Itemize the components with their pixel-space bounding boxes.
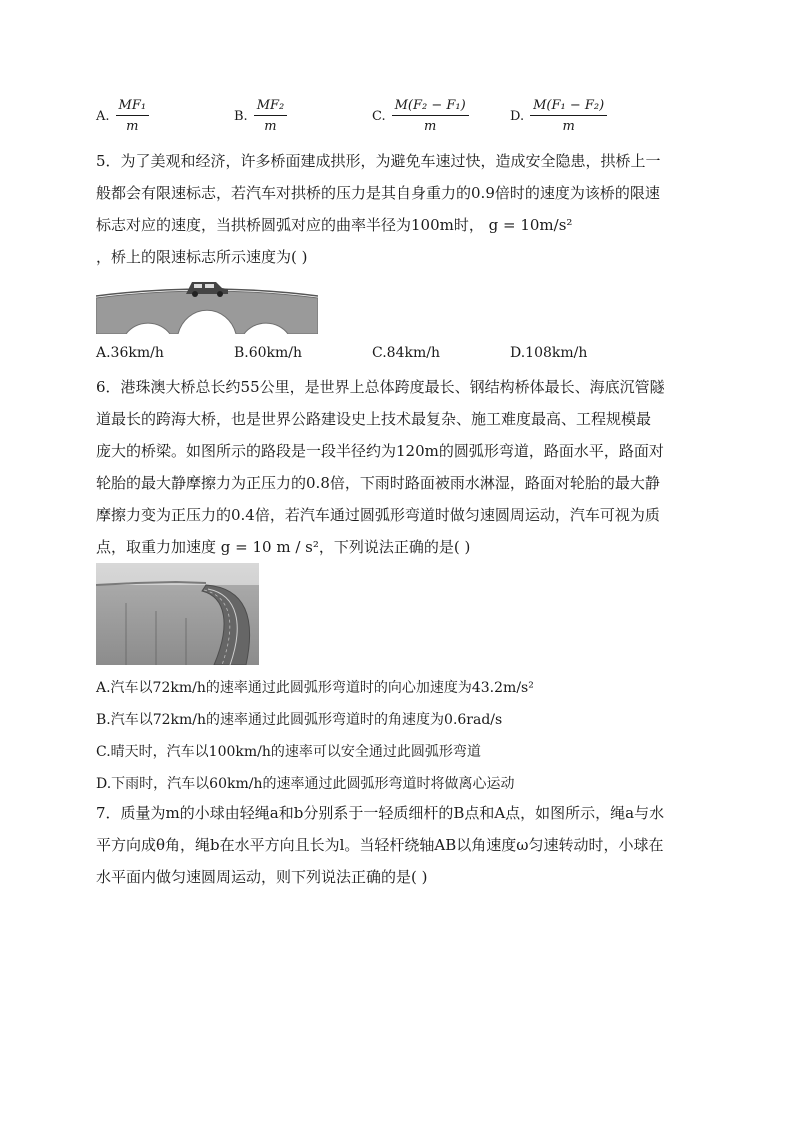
bridge-body bbox=[96, 291, 318, 334]
q7-line-3: 水平面内做匀速圆周运动，则下列说法正确的是( ) bbox=[96, 868, 428, 886]
denominator: m bbox=[126, 119, 139, 134]
q5-option-a[interactable]: A.36km/h bbox=[96, 345, 164, 361]
option-label: A. bbox=[96, 108, 110, 124]
q5-option-c[interactable]: C.84km/h bbox=[372, 345, 440, 361]
q6-line-3: 庞大的桥梁。如图所示的路段是一段半径约为120m的圆弧形弯道，路面水平，路面对 bbox=[96, 442, 664, 460]
q5-option-b[interactable]: B.60km/h bbox=[234, 345, 303, 361]
q4-option-c[interactable] bbox=[372, 92, 469, 140]
curved-bridge-photo bbox=[96, 563, 259, 665]
q5-line-3: 标志对应的速度，当拱桥圆弧对应的曲率半径为100m时， g = 10m/s² bbox=[96, 216, 573, 234]
option-label: B. bbox=[234, 108, 248, 124]
q6-option-a[interactable]: A.汽车以72km/h的速率通过此圆弧形弯道时的向心加速度为43.2m/s² bbox=[96, 680, 534, 696]
q4-option-b[interactable] bbox=[234, 92, 287, 140]
denominator: m bbox=[424, 119, 437, 134]
q4-option-a[interactable] bbox=[96, 92, 149, 140]
q6-option-b[interactable]: B.汽车以72km/h的速率通过此圆弧形弯道时的角速度为0.6rad/s bbox=[96, 712, 503, 728]
q5-option-d[interactable]: D.108km/h bbox=[510, 345, 588, 361]
denominator: m bbox=[562, 119, 575, 134]
option-label: D. bbox=[510, 108, 525, 124]
option-label: C. bbox=[372, 108, 386, 124]
q4-option-d[interactable] bbox=[510, 92, 607, 140]
arch-bridge-figure bbox=[96, 276, 318, 334]
numerator: M(F₁ − F₂) bbox=[530, 98, 607, 116]
q6-line-1: 6．港珠澳大桥总长约55公里，是世界上总体跨度最长、钢结构桥体最长、海底沉管隧 bbox=[96, 378, 665, 396]
numerator: M(F₂ − F₁) bbox=[392, 98, 469, 116]
q7-line-2: 平方向成θ角，绳b在水平方向且长为l。当轻杆绕轴AB以角速度ω匀速转动时，小球在 bbox=[96, 836, 664, 854]
q6-line-4: 轮胎的最大静摩擦力为正压力的0.8倍，下雨时路面被雨水淋湿，路面对轮胎的最大静 bbox=[96, 474, 660, 492]
q6-line-5: 摩擦力变为正压力的0.4倍，若汽车通过圆弧形弯道时做匀速圆周运动，汽车可视为质 bbox=[96, 506, 660, 524]
q6-line-6: 点，取重力加速度 g = 10 m / s²，下列说法正确的是( ) bbox=[96, 538, 471, 556]
q5-line-1: 5．为了美观和经济，许多桥面建成拱形，为避免车速过快，造成安全隐患，拱桥上一 bbox=[96, 152, 661, 170]
q6-option-d[interactable]: D.下雨时，汽车以60km/h的速率通过此圆弧形弯道时将做离心运动 bbox=[96, 776, 515, 792]
q6-line-2: 道最长的跨海大桥，也是世界公路建设史上技术最复杂、施工难度最高、工程规模最 bbox=[96, 410, 652, 428]
q5-line-2: 般都会有限速标志，若汽车对拱桥的压力是其自身重力的0.9倍时的速度为该桥的限速 bbox=[96, 184, 660, 202]
q6-option-c[interactable]: C.晴天时，汽车以100km/h的速率可以安全通过此圆弧形弯道 bbox=[96, 744, 481, 760]
numerator: MF₁ bbox=[116, 98, 150, 116]
fraction bbox=[530, 98, 607, 134]
q5-line-4: ，桥上的限速标志所示速度为( ) bbox=[96, 248, 308, 266]
numerator: MF₂ bbox=[254, 98, 288, 116]
denominator: m bbox=[264, 119, 277, 134]
fraction bbox=[392, 98, 469, 134]
fraction bbox=[116, 98, 150, 134]
fraction bbox=[254, 98, 288, 134]
q7-line-1: 7．质量为m的小球由轻绳a和b分别系于一轻质细杆的B点和A点，如图所示，绳a与水 bbox=[96, 804, 665, 822]
